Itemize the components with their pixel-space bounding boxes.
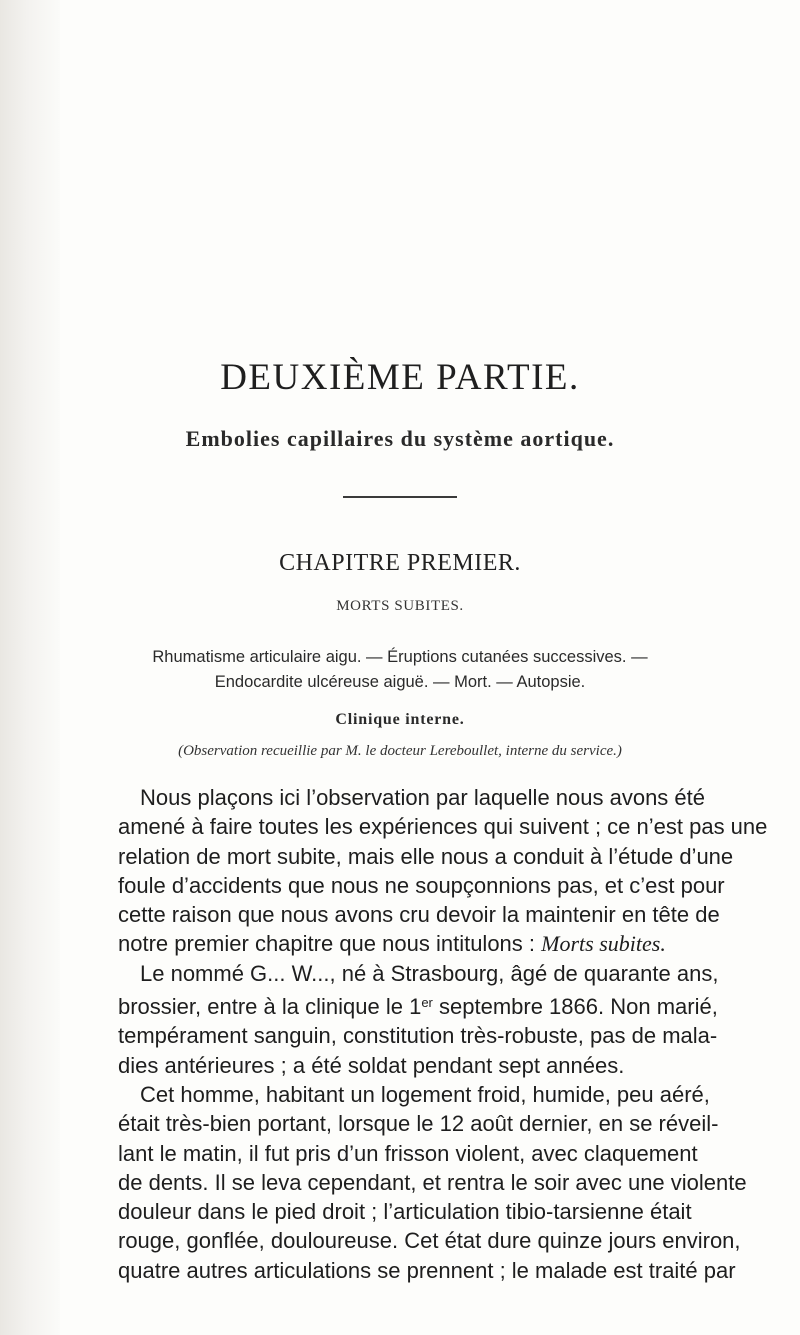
observation-credit: (Observation recueillie par M. le docteur Lereboullet, interne du service.) xyxy=(178,743,622,759)
text-line: douleur dans le pied droit ; l’articulation tibio-tarsienne était xyxy=(118,1199,692,1225)
text-line: Le nommé G... W..., né à Strasbourg, âgé de quarante ans, xyxy=(140,960,719,986)
text-fragment: notre premier chapitre que nous intitulons : xyxy=(118,931,536,957)
text-fragment: brossier, entre à la clinique le xyxy=(118,994,403,1020)
text-line: tempérament sanguin, constitution très-robuste, pas de mala- xyxy=(118,1023,718,1049)
text-line: était très-bien portant, lorsque le 12 août dernier, en se réveil- xyxy=(118,1111,719,1137)
text-line: amené à faire toutes les expériences qui suivent ; ce n’est pas une xyxy=(118,814,768,840)
summary-line: Endocardite ulcéreuse aiguë. — Mort. — Autopsie. xyxy=(214,673,586,691)
chapter-summary xyxy=(70,645,730,695)
text-line: foule d’accidents que nous ne soupçonnions pas, et c’est pour xyxy=(118,872,725,898)
clinic-heading: Clinique interne. xyxy=(335,711,465,728)
text-line: Nous plaçons ici l’observation par laquelle nous avons été xyxy=(140,785,706,810)
part-subtitle: Embolies capillaires du système aortique. xyxy=(185,426,615,451)
chapter-title: CHAPITRE PREMIER. xyxy=(279,550,521,576)
divider-rule xyxy=(343,496,457,498)
italic-title: Morts subites. xyxy=(541,931,666,957)
text-line: lant le matin, il fut pris d’un frisson violent, avec claquement xyxy=(118,1140,698,1166)
text-line: relation de mort subite, mais elle nous a conduit à l’étude d’une xyxy=(118,843,734,869)
text-line: Cet homme, habitant un logement froid, humide, peu aéré, xyxy=(140,1081,710,1107)
text-line: de dents. Il se leva cependant, et rentra le soir avec une violente xyxy=(118,1169,747,1195)
part-title: DEUXIÈME PARTIE. xyxy=(220,357,580,398)
summary-line: Rhumatisme articulaire aigu. — Éruptions cutanées successives. — xyxy=(152,648,648,666)
date-day: 1 xyxy=(409,994,422,1020)
text-line: rouge, gonflée, douloureuse. Cet état dure quinze jours environ, xyxy=(118,1228,741,1254)
date-superscript: er xyxy=(421,995,433,1011)
text-line: quatre autres articulations se prennent ; le malade est traité par xyxy=(118,1257,736,1283)
page-gutter xyxy=(0,0,60,1335)
text-line: cette raison que nous avons cru devoir la maintenir en tête de xyxy=(118,902,720,928)
chapter-subtitle: MORTS SUBITES. xyxy=(336,598,464,614)
text-line xyxy=(118,929,680,958)
body-text xyxy=(118,783,768,1285)
text-fragment: septembre 1866. Non marié, xyxy=(439,994,718,1020)
text-line xyxy=(118,988,718,1021)
text-line: dies antérieures ; a été soldat pendant sept années. xyxy=(118,1052,625,1078)
